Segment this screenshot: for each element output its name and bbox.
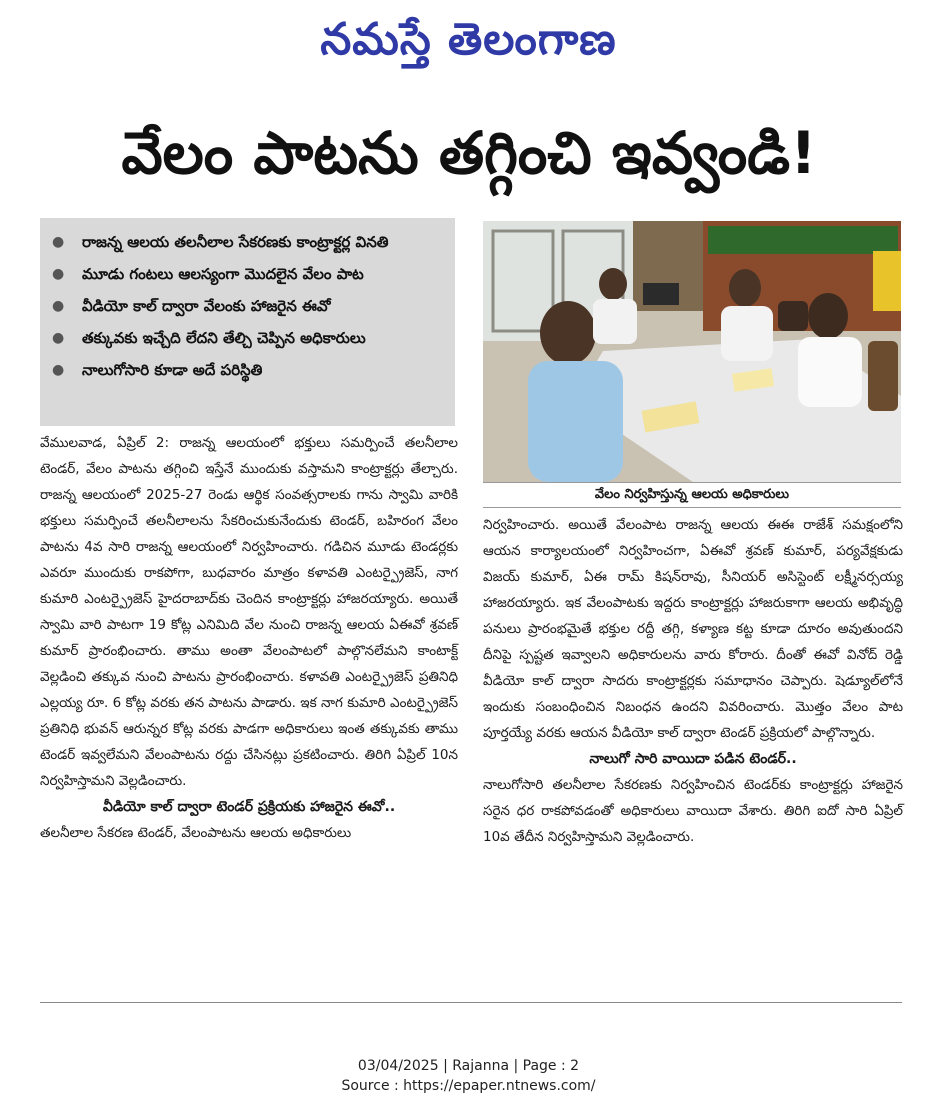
bullet-icon: ●: [52, 298, 65, 314]
photo-caption: వేలం నిర్వహిస్తున్న ఆలయ అధికారులు: [483, 482, 901, 508]
highlight-item: [40, 226, 455, 258]
article-left-column: [40, 430, 458, 846]
article-right-column: [483, 512, 903, 850]
article-body-text: నాలుగోసారి తలనీలాల సేకరణకు నిర్వహించిన టెండర్‌కు కాంట్రాక్టర్లు హాజరైన సరైన ధర రాకపోవడంతో అధికారులు వాయిదా వేశారు. తిరిగి ఐదో సారి ఏప్రిల్ 10వ తేదీన నిర్వహిస్తామని వెల్లడించారు.: [483, 777, 903, 845]
article-headline: వేలం పాటను తగ్గించి ఇవ్వండి!: [121, 119, 817, 187]
article-body-text: నిర్వహించారు. అయితే వేలంపాట రాజన్న ఆలయ ఈఈ రాజేశ్ సమక్షంలోని ఆయన కార్యాలయంలో నిర్వహించగా, ఏఈవో శ్రవణ్ కుమార్, పర్యవేక్షకుడు విజయ్ కుమార్, ఏఈ రామ్ కిషన్‌రావు, సీనియర్ అసిస్టెంట్ లక్ష్మీనర్సయ్య హాజరయ్యారు. ఇక వేలంపాటకు ఇద్దరు కాంట్రాక్టర్లు హాజరుకాగా ఆలయ అభివృద్ధి పనులు ప్రారంభమైతే భక్తుల రద్దీ తగ్గి, కళ్యాణ కట్ట కూడా దూరం అవుతుందని దీనిపై స్పష్టత ఇవ్వాలని అధికారులను వారు కోరారు. దీంతో ఈవో వినోద్ రెడ్డి వీడియో కాల్ ద్వారా సాదరు కాంట్రాక్టర్లకు సమాధానం చెప్పారు. షెడ్యూల్‌లోనే ఇందుకు సంబంధించిన నిబంధన ఉందని వివరించారు. మొత్తం వేలం పాట పూర్తయ్యే వరకు ఆయన వీడియో కాల్ ద్వారా టెండర్ ప్రక్రియలో పాల్గొన్నారు.: [483, 517, 903, 741]
highlight-item: [40, 322, 455, 354]
bullet-icon: ●: [52, 234, 65, 250]
page-footer: [0, 1056, 937, 1096]
bottom-divider: [40, 1002, 902, 1003]
section-subheading: వీడియో కాల్ ద్వారా టెండర్ ప్రక్రియకు హాజరైన ఈవో..: [102, 799, 396, 815]
highlight-text: రాజన్న ఆలయ తలనీలాల సేకరణకు కాంట్రాక్టర్ల వినతి: [82, 233, 389, 251]
bullet-icon: ●: [52, 266, 65, 282]
highlight-text: తక్కువకు ఇచ్చేది లేదని తేల్చి చెప్పిన అధికారులు: [82, 329, 366, 347]
highlight-item: [40, 354, 455, 386]
highlight-text: నాలుగోసారి కూడా అదే పరిస్థితి: [82, 361, 263, 379]
highlights-list: [40, 218, 455, 386]
bullet-icon: ●: [52, 330, 65, 346]
highlight-text: వీడియో కాల్ ద్వారా వేలంకు హాజరైన ఈవో: [82, 297, 331, 315]
bullet-icon: ●: [52, 362, 65, 378]
highlight-item: [40, 258, 455, 290]
newspaper-masthead: నమస్తే తెలంగాణ: [320, 14, 617, 65]
highlights-box: [40, 218, 455, 426]
article-body-text: తలనీలాల సేకరణ టెండర్, వేలంపాటను ఆలయ అధికారులు: [40, 825, 352, 841]
footer-date-page: 03/04/2025 | Rajanna | Page : 2: [357, 1058, 580, 1074]
highlight-text: మూడు గంటలు ఆలస్యంగా మొదలైన వేలం పాట: [82, 265, 364, 283]
section-subheading: నాలుగో సారి వాయిదా పడిన టెండర్..: [589, 751, 797, 767]
highlight-item: [40, 290, 455, 322]
article-photo: [483, 221, 901, 482]
office-meeting-photo: [483, 221, 901, 482]
article-body-text: వేములవాడ, ఏప్రిల్ 2: రాజన్న ఆలయంలో భక్తులు సమర్పించే తలనీలాల టెండర్, వేలం పాటను తగ్గించి ఇస్తేనే ముందుకు వస్తామని కాంట్రాక్టర్లు తేల్చారు. రాజన్న ఆలయంలో 2025-27 రెండు ఆర్థిక సంవత్సరాలకు గాను స్వామి వారికి భక్తులు సమర్పించే తలనీలాలను సేకరించుకునేందుకు టెండర్, బహిరంగ వేలం పాటను 4వ సారి రాజన్న ఆలయంలో నిర్వహించారు. గడిచిన మూడు టెండర్లకు ఎవరూ ముందుకు రాకపోగా, బుధవారం మాత్రం కళావతి ఎంటర్ప్రైజెస్, నాగ కుమారి ఎంటర్ప్రైజెస్ హైదరాబాద్‌కు చెందిన కాంట్రాక్టర్లు హాజరయ్యారు. అయితే స్వామి వారి పాటగా 19 కోట్ల ఎనిమిది వేల నుంచి రాజన్న ఆలయ ఏఈవో శ్రవణ్ కుమార్ ప్రారంభించారు. తాము అంతా వేలంపాటలో పాల్గొనలేమని కాంటాక్ట్ వెల్లడించి తక్కువ నుంచి పాటను ప్రారంభించారు. కళావతి ఎంటర్ప్రైజెస్ ప్రతినిధి ఎల్లయ్య రూ. 6 కోట్ల వరకు తన పాటను పాడారు. ఇక నాగ కుమారి ఎంటర్ప్రైజెస్ ప్రతినిధి భువన్ ఆరున్నర కోట్ల వరకు పాడగా అధికారులు ఇంత తక్కువకు తాము టెండర్ ఇవ్వలేమని వేలంపాటను రద్దు చేసినట్లు ప్రకటించారు. తిరిగి ఏప్రిల్ 10న నిర్వహిస్తామని వెల్లడించారు.: [40, 435, 458, 789]
footer-source-link[interactable]: Source : https://epaper.ntnews.com/: [341, 1078, 596, 1094]
